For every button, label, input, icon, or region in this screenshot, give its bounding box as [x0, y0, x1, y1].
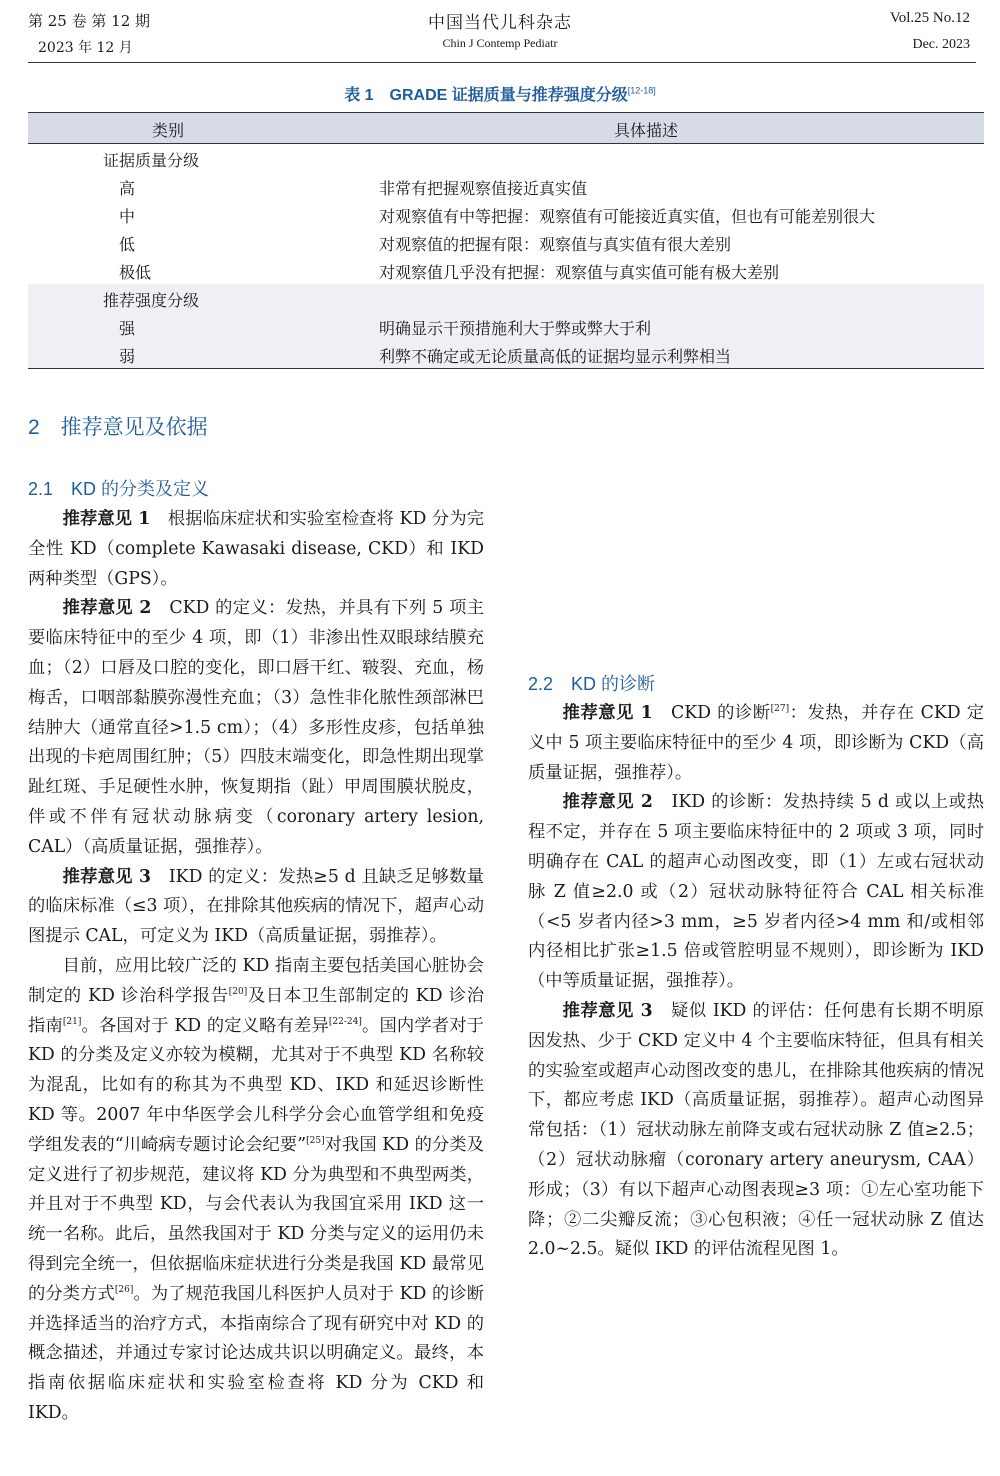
table-row	[28, 228, 984, 256]
table-row	[28, 340, 984, 368]
table-group-recommendation	[28, 284, 984, 368]
paragraph-text: ：发热，并存在 CKD 定义中 5 项主要临床特征中的至少 4 项，即诊断为 CKD（高质量证据，强推荐）。	[528, 703, 985, 783]
paragraph-text: 目前，应用比较广泛的 KD 指南主要包括美国心脏协会制定的 KD 诊治科学报告	[28, 955, 484, 1006]
paragraph-text: CKD 的定义：发热，并具有下列 5 项主要临床特征中的至少 4 项，即（1）非渗出性双眼球结膜充血；（2）口唇及口腔的变化，即口唇干红、皲裂、充血，杨梅舌，口咽部黏膜弥漫性充血；（3）急性非化脓性颈部淋巴结肿大（通常直径>1.5 cm）；（4）多形性皮疹，包括单独出现的卡疤周围红肿；（5）四肢末端变化，即急性期出现掌趾红斑、手足硬性水肿，恢复期指（趾）甲周围膜状脱皮，伴或不伴有冠状动脉病变（coronary artery lesion, CAL）（高质量证据，强推荐）。	[28, 598, 484, 857]
paragraph-text: 。国内学者对于 KD 的分类及定义亦较为模糊，尤其对于不典型 KD 名称较为混乱，比如有的称其为不典型 KD、IKD 和延迟诊断性 KD 等。2007 年中华医学会儿科学分会心血管学组和免疫学组发表的“川崎病专题讨论会纪要”	[28, 1015, 484, 1155]
citation-ref[interactable]: [21]	[62, 1016, 82, 1027]
col-header-category: 类别	[151, 121, 184, 140]
paragraph-text: 。各国对于 KD 的定义略有差异	[81, 1015, 329, 1036]
subsection-heading-classification: 2.1 KD 的分类及定义	[28, 479, 210, 499]
table-bottom-rule	[28, 368, 984, 369]
left-column	[28, 505, 484, 1429]
citation-ref[interactable]: [27]	[770, 704, 790, 714]
page-header	[0, 0, 1000, 62]
table-group-title	[28, 144, 984, 172]
recommendation-lead: 推荐意见 2	[562, 792, 653, 813]
table-header-row	[28, 112, 984, 144]
table-group-evidence	[28, 144, 984, 284]
section-heading: 2 推荐意见及依据	[28, 416, 208, 439]
group-name: 证据质量分级	[103, 151, 200, 170]
row-label: 中	[119, 207, 136, 226]
citation-ref[interactable]: [22-24]	[328, 1016, 362, 1027]
recommendation-paragraph	[528, 788, 984, 997]
group-name: 推荐强度分级	[103, 291, 200, 310]
volume-issue-en: Vol.25 No.12	[889, 10, 970, 26]
paragraph-text: 。为了规范我国儿科医护人员对于 KD 的诊断并选择适当的治疗方式，本指南综合了现有研究中对 KD 的概念描述，并通过专家讨论达成共识以明确定义。最终，本指南依据临床症状和实验室检查将 KD 分为 CKD 和 IKD。	[28, 1283, 484, 1423]
volume-issue: 第 25 卷 第 12 期	[28, 12, 151, 30]
table-title	[0, 82, 1000, 105]
recommendation-paragraph	[28, 594, 484, 862]
paragraph-text: 疑似 IKD 的评估：任何患有长期不明原因发热、少于 CKD 定义中 4 个主要临床特征，但具有相关的实验室或超声心动图改变的患儿，在排除其他疾病的情况下，都应考虑 IKD（高质量证据，弱推荐）。超声心动图异常包括：（1）冠状动脉左前降支或右冠状动脉 Z 值≥2.5；（2）冠状动脉瘤（coronary artery aneurysm, CAA）形成；（3）有以下超声心动图表现≥3 项：①左心室功能下降；②二尖瓣反流；③心包积液；④任一冠状动脉 Z 值达 2.0~2.5。疑似 IKD 的评估流程见图 1。	[528, 1000, 984, 1260]
subsection-heading-diagnosis: 2.2 KD 的诊断	[528, 674, 656, 694]
row-description: 对观察值几乎没有把握：观察值与真实值可能有极大差别	[379, 263, 780, 282]
journal-title-cn: 中国当代儿科杂志	[428, 13, 572, 33]
table-row	[28, 256, 984, 284]
paragraph-text: 及日本卫生部制定的 KD 诊治指南	[28, 985, 484, 1036]
paragraph-text: CKD 的诊断	[652, 703, 771, 723]
recommendation-lead: 推荐意见 3	[62, 866, 152, 887]
row-description: 对观察值的把握有限：观察值与真实值有很大差别	[379, 235, 732, 254]
body-paragraph	[28, 952, 484, 1429]
recommendation-paragraph	[28, 863, 484, 952]
recommendation-lead: 推荐意见 1	[62, 509, 151, 529]
row-description: 明确显示干预措施利大于弊或弊大于利	[379, 319, 652, 338]
table-title-text: 表 1 GRADE 证据质量与推荐强度分级	[344, 87, 628, 104]
grade-table	[28, 112, 984, 369]
row-description: 对观察值有中等把握：观察值有可能接近真实值，但也有可能差别很大	[379, 207, 876, 226]
row-description: 非常有把握观察值接近真实值	[379, 179, 588, 198]
recommendation-paragraph	[528, 997, 984, 1265]
table-row	[28, 200, 984, 228]
paragraph-text: 对我国 KD 的分类及定义进行了初步规范，建议将 KD 分为典型和不典型两类，并且对于不典型 KD，与会代表认为我国宜采用 IKD 这一统一名称。此后，虽然我国对于 KD 分类与定义的运用仍未得到完全统一，但依据临床症状进行分类是我国 KD 最常见的分类方式	[28, 1134, 484, 1304]
recommendation-paragraph	[28, 505, 484, 594]
row-label: 弱	[119, 347, 136, 366]
right-column	[528, 699, 984, 1265]
row-label: 低	[119, 235, 136, 254]
paragraph-text: IKD 的定义：发热≥5 d 且缺乏足够数量的临床标准（≤3 项），在排除其他疾病的情况下，超声心动图提示 CAL，可定义为 IKD（高质量证据，弱推荐）。	[28, 866, 484, 947]
recommendation-lead: 推荐意见 2	[62, 598, 152, 619]
journal-title-en: Chin J Contemp Pediatr	[442, 36, 558, 50]
citation-ref[interactable]: [26]	[114, 1284, 134, 1295]
row-description: 利弊不确定或无论质量高低的证据均显示利弊相当	[379, 347, 732, 366]
paragraph-text: 根据临床症状和实验室检查将 KD 分为完全性 KD（complete Kawasaki disease, CKD）和 IKD 两种类型（GPS）。	[28, 509, 484, 589]
paragraph-text: IKD 的诊断：发热持续 5 d 或以上或热程不定，并存在 5 项主要临床特征中的 2 项或 3 项，同时明确存在 CAL 的超声心动图改变，即（1）左或右冠状动脉 Z 值≥2.0 或（2）冠状动脉特征符合 CAL 相关标准（<5 岁者内径>3 mm，≥5 岁者内径>4 mm 和/或相邻内径相比扩张≥1.5 倍或管腔明显不规则），即诊断为 IKD（中等质量证据，强推荐）。	[528, 792, 984, 992]
recommendation-paragraph	[528, 699, 984, 788]
citation-ref[interactable]: [20]	[228, 986, 248, 997]
table-row	[28, 312, 984, 340]
row-label: 强	[119, 319, 136, 338]
header-rule	[28, 62, 976, 63]
publication-date: 2023 年 12 月	[38, 40, 133, 56]
recommendation-lead: 推荐意见 1	[562, 703, 653, 723]
table-group-title	[28, 284, 984, 312]
table-row	[28, 172, 984, 200]
row-label: 极低	[119, 263, 152, 282]
col-header-description: 具体描述	[613, 121, 678, 140]
table-title-ref[interactable]: [12-18]	[627, 85, 656, 96]
row-label: 高	[119, 179, 136, 198]
citation-ref[interactable]: [25]	[306, 1135, 325, 1146]
recommendation-lead: 推荐意见 3	[562, 1000, 653, 1021]
publication-date-en: Dec. 2023	[912, 37, 970, 52]
